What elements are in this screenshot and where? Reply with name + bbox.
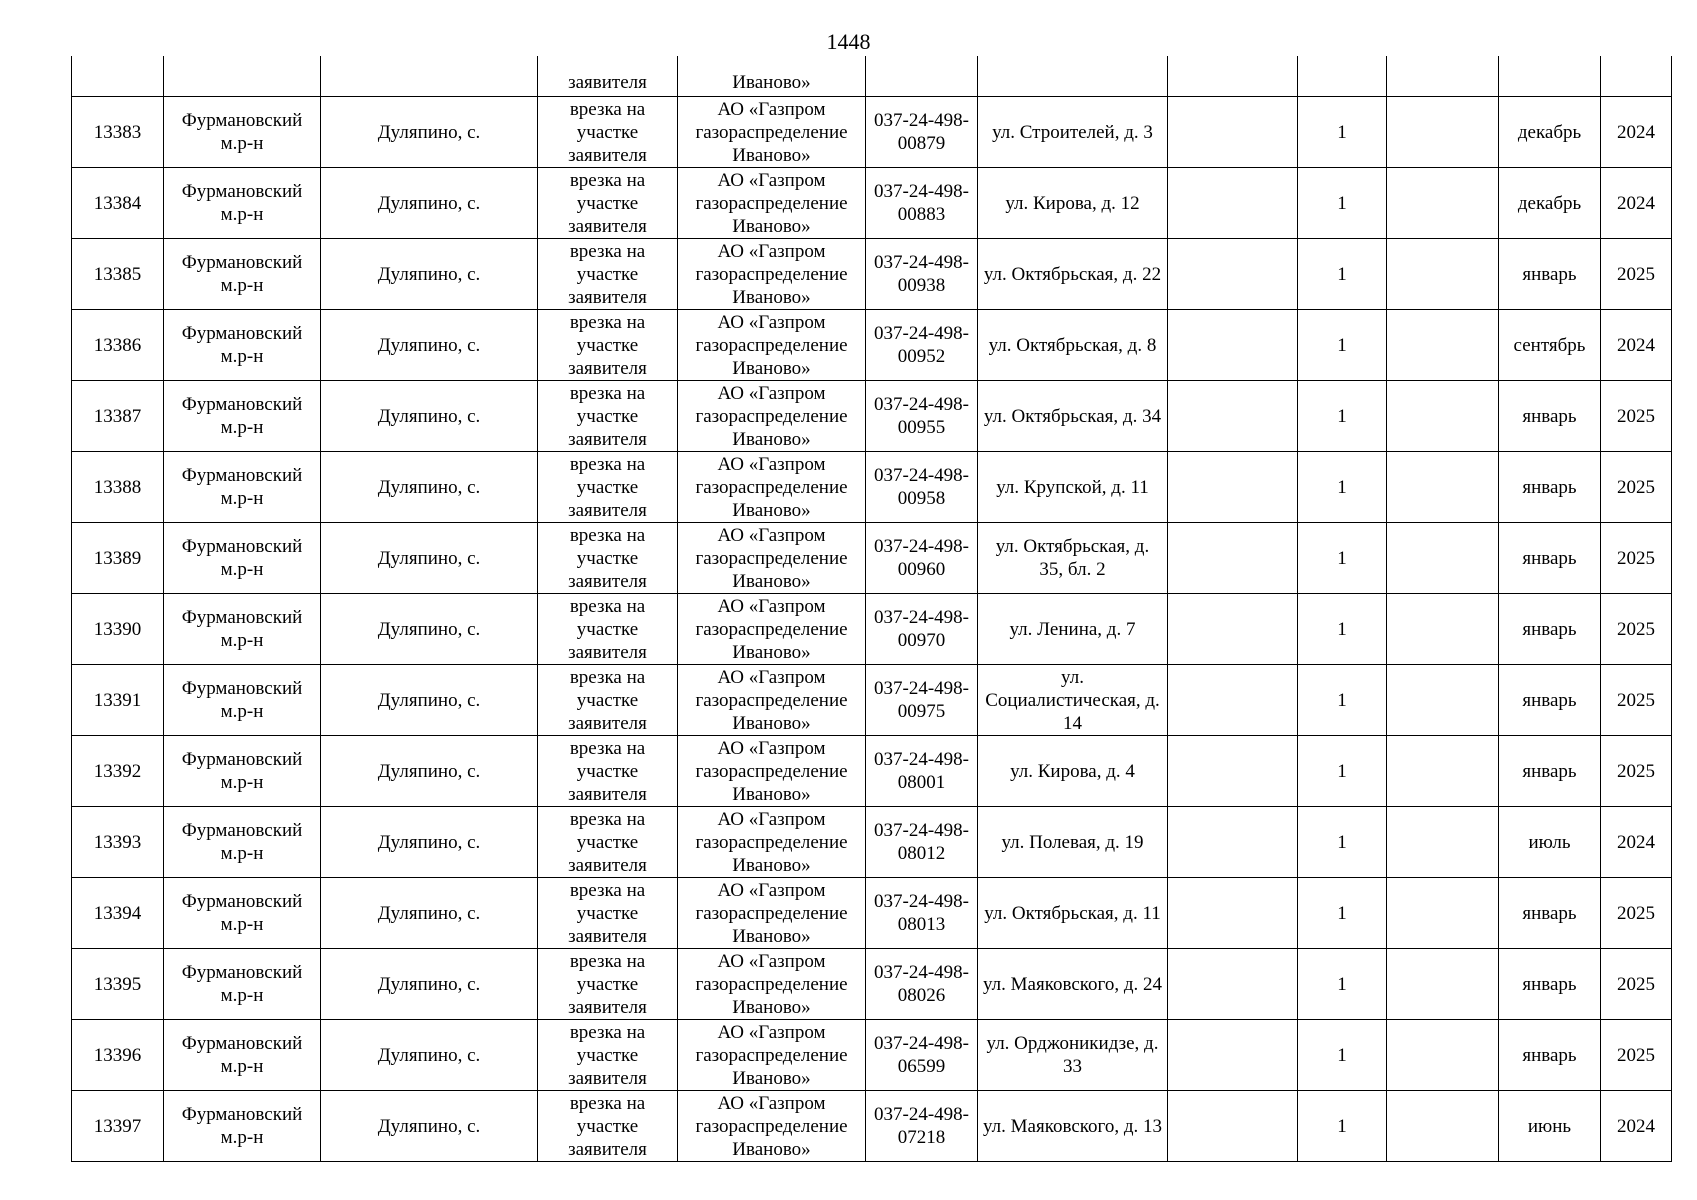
cell-num: 13388: [72, 452, 164, 523]
cell-empty-1: [1168, 168, 1298, 239]
cell-year: 2025: [1601, 949, 1672, 1020]
cell-code: 037-24-498-00879: [866, 97, 978, 168]
cell-month: январь: [1499, 878, 1601, 949]
table-row: [72, 594, 1672, 665]
cell-qty: 1: [1298, 1091, 1387, 1162]
cell-address: ул. Октябрьская, д. 11: [978, 878, 1168, 949]
cell-type: врезка на участке заявителя: [538, 168, 678, 239]
cell-address: ул. Ленина, д. 7: [978, 594, 1168, 665]
cell-org: АО «Газпром газораспределение Иваново»: [678, 1091, 866, 1162]
cell-year: 2025: [1601, 736, 1672, 807]
cell-district: Фурмановский м.р-н: [164, 168, 321, 239]
cell-empty-2: [1387, 452, 1499, 523]
cell-num: 13383: [72, 97, 164, 168]
cell-code: 037-24-498-07218: [866, 1091, 978, 1162]
cell-empty-2: [1387, 1020, 1499, 1091]
cell-num: 13386: [72, 310, 164, 381]
cell-type: врезка на участке заявителя: [538, 736, 678, 807]
cell-org: АО «Газпром газораспределение Иваново»: [678, 239, 866, 310]
cell-empty-1: [1168, 56, 1298, 97]
cell-year: 2025: [1601, 878, 1672, 949]
table-row: [72, 381, 1672, 452]
cell-org: АО «Газпром газораспределение Иваново»: [678, 523, 866, 594]
cell-empty-1: [1168, 594, 1298, 665]
cell-empty-2: [1387, 736, 1499, 807]
cell-address: ул. Кирова, д. 12: [978, 168, 1168, 239]
cell-empty-1: [1168, 310, 1298, 381]
continuation-row: [72, 56, 1672, 97]
cell-num: 13390: [72, 594, 164, 665]
cell-district: Фурмановский м.р-н: [164, 878, 321, 949]
cell-type: врезка на участке заявителя: [538, 1020, 678, 1091]
cell-year: 2024: [1601, 1091, 1672, 1162]
cell-empty-1: [1168, 97, 1298, 168]
cell-num: 13392: [72, 736, 164, 807]
cell-org: АО «Газпром газораспределение Иваново»: [678, 949, 866, 1020]
table-row: [72, 878, 1672, 949]
table-row: [72, 807, 1672, 878]
cell-district: Фурмановский м.р-н: [164, 665, 321, 736]
cell-district: Фурмановский м.р-н: [164, 1020, 321, 1091]
cell-org: АО «Газпром газораспределение Иваново»: [678, 452, 866, 523]
cell-type: врезка на участке заявителя: [538, 594, 678, 665]
cell-district: Фурмановский м.р-н: [164, 239, 321, 310]
cell-code: 037-24-498-08013: [866, 878, 978, 949]
cell-empty-1: [1168, 665, 1298, 736]
table-row: [72, 452, 1672, 523]
cell-empty-1: [1168, 239, 1298, 310]
cell-type: врезка на участке заявителя: [538, 239, 678, 310]
cell-empty-2: [1387, 878, 1499, 949]
cell-address: [978, 56, 1168, 97]
cell-num: 13385: [72, 239, 164, 310]
cell-org: АО «Газпром газораспределение Иваново»: [678, 168, 866, 239]
cell-address: ул. Октябрьская, д. 35, бл. 2: [978, 523, 1168, 594]
cell-district: [164, 56, 321, 97]
cell-empty-2: [1387, 665, 1499, 736]
cell-address: ул. Маяковского, д. 13: [978, 1091, 1168, 1162]
cell-month: декабрь: [1499, 97, 1601, 168]
cell-address: ул. Полевая, д. 19: [978, 807, 1168, 878]
cell-address: ул. Октябрьская, д. 8: [978, 310, 1168, 381]
cell-org: АО «Газпром газораспределение Иваново»: [678, 665, 866, 736]
cell-month: январь: [1499, 736, 1601, 807]
cell-settlement: Дуляпино, с.: [321, 1091, 538, 1162]
cell-empty-1: [1168, 381, 1298, 452]
cell-month: январь: [1499, 452, 1601, 523]
cell-settlement: Дуляпино, с.: [321, 168, 538, 239]
cell-settlement: Дуляпино, с.: [321, 949, 538, 1020]
cell-year: 2024: [1601, 168, 1672, 239]
cell-address: ул. Строителей, д. 3: [978, 97, 1168, 168]
cell-type: врезка на участке заявителя: [538, 452, 678, 523]
cell-code: 037-24-498-00955: [866, 381, 978, 452]
cell-org: АО «Газпром газораспределение Иваново»: [678, 97, 866, 168]
cell-empty-1: [1168, 452, 1298, 523]
cell-empty-1: [1168, 1020, 1298, 1091]
cell-type: заявителя: [538, 56, 678, 97]
cell-type: врезка на участке заявителя: [538, 97, 678, 168]
cell-month: декабрь: [1499, 168, 1601, 239]
cell-district: Фурмановский м.р-н: [164, 594, 321, 665]
cell-qty: 1: [1298, 878, 1387, 949]
cell-empty-2: [1387, 949, 1499, 1020]
cell-num: 13387: [72, 381, 164, 452]
cell-month: январь: [1499, 665, 1601, 736]
cell-code: 037-24-498-00970: [866, 594, 978, 665]
cell-settlement: Дуляпино, с.: [321, 523, 538, 594]
cell-type: врезка на участке заявителя: [538, 381, 678, 452]
cell-qty: [1298, 56, 1387, 97]
cell-type: врезка на участке заявителя: [538, 949, 678, 1020]
cell-address: ул. Октябрьская, д. 22: [978, 239, 1168, 310]
cell-month: июнь: [1499, 1091, 1601, 1162]
cell-empty-2: [1387, 381, 1499, 452]
cell-code: 037-24-498-08001: [866, 736, 978, 807]
cell-month: июль: [1499, 807, 1601, 878]
cell-settlement: Дуляпино, с.: [321, 97, 538, 168]
table-row: [72, 239, 1672, 310]
cell-num: 13396: [72, 1020, 164, 1091]
cell-empty-2: [1387, 807, 1499, 878]
cell-empty-2: [1387, 594, 1499, 665]
cell-qty: 1: [1298, 807, 1387, 878]
cell-settlement: Дуляпино, с.: [321, 594, 538, 665]
cell-qty: 1: [1298, 523, 1387, 594]
cell-empty-1: [1168, 878, 1298, 949]
cell-district: Фурмановский м.р-н: [164, 97, 321, 168]
cell-code: 037-24-498-00883: [866, 168, 978, 239]
table-row: [72, 949, 1672, 1020]
cell-num: 13389: [72, 523, 164, 594]
cell-qty: 1: [1298, 594, 1387, 665]
cell-org: АО «Газпром газораспределение Иваново»: [678, 878, 866, 949]
cell-year: 2024: [1601, 97, 1672, 168]
cell-org: АО «Газпром газораспределение Иваново»: [678, 594, 866, 665]
cell-num: [72, 56, 164, 97]
cell-year: [1601, 56, 1672, 97]
cell-code: 037-24-498-08026: [866, 949, 978, 1020]
cell-district: Фурмановский м.р-н: [164, 310, 321, 381]
cell-num: 13397: [72, 1091, 164, 1162]
cell-num: 13384: [72, 168, 164, 239]
cell-empty-2: [1387, 1091, 1499, 1162]
table-row: [72, 168, 1672, 239]
cell-settlement: Дуляпино, с.: [321, 665, 538, 736]
table-row: [72, 1020, 1672, 1091]
cell-year: 2025: [1601, 381, 1672, 452]
cell-empty-2: [1387, 56, 1499, 97]
cell-num: 13395: [72, 949, 164, 1020]
cell-org: Иваново»: [678, 56, 866, 97]
cell-settlement: Дуляпино, с.: [321, 878, 538, 949]
cell-year: 2025: [1601, 523, 1672, 594]
cell-type: врезка на участке заявителя: [538, 878, 678, 949]
table-body: [72, 56, 1672, 1162]
cell-district: Фурмановский м.р-н: [164, 523, 321, 594]
cell-year: 2025: [1601, 452, 1672, 523]
cell-empty-1: [1168, 736, 1298, 807]
cell-settlement: Дуляпино, с.: [321, 239, 538, 310]
cell-year: 2025: [1601, 594, 1672, 665]
cell-num: 13393: [72, 807, 164, 878]
cell-address: ул. Кирова, д. 4: [978, 736, 1168, 807]
cell-qty: 1: [1298, 381, 1387, 452]
cell-empty-2: [1387, 239, 1499, 310]
cell-qty: 1: [1298, 168, 1387, 239]
cell-empty-1: [1168, 523, 1298, 594]
cell-org: АО «Газпром газораспределение Иваново»: [678, 807, 866, 878]
cell-settlement: Дуляпино, с.: [321, 1020, 538, 1091]
cell-district: Фурмановский м.р-н: [164, 452, 321, 523]
cell-code: 037-24-498-00938: [866, 239, 978, 310]
cell-month: сентябрь: [1499, 310, 1601, 381]
cell-empty-1: [1168, 1091, 1298, 1162]
cell-district: Фурмановский м.р-н: [164, 949, 321, 1020]
cell-district: Фурмановский м.р-н: [164, 1091, 321, 1162]
cell-district: Фурмановский м.р-н: [164, 736, 321, 807]
cell-org: АО «Газпром газораспределение Иваново»: [678, 310, 866, 381]
cell-year: 2024: [1601, 807, 1672, 878]
table-row: [72, 665, 1672, 736]
cell-qty: 1: [1298, 239, 1387, 310]
table-row: [72, 736, 1672, 807]
cell-qty: 1: [1298, 97, 1387, 168]
cell-code: 037-24-498-00952: [866, 310, 978, 381]
cell-type: врезка на участке заявителя: [538, 1091, 678, 1162]
cell-empty-2: [1387, 310, 1499, 381]
cell-settlement: [321, 56, 538, 97]
cell-empty-1: [1168, 949, 1298, 1020]
cell-org: АО «Газпром газораспределение Иваново»: [678, 381, 866, 452]
table-row: [72, 310, 1672, 381]
cell-num: 13391: [72, 665, 164, 736]
cell-num: 13394: [72, 878, 164, 949]
cell-empty-1: [1168, 807, 1298, 878]
cell-month: январь: [1499, 1020, 1601, 1091]
cell-type: врезка на участке заявителя: [538, 807, 678, 878]
cell-qty: 1: [1298, 1020, 1387, 1091]
cell-year: 2025: [1601, 239, 1672, 310]
register-table: [71, 56, 1672, 1162]
cell-address: ул. Крупской, д. 11: [978, 452, 1168, 523]
cell-qty: 1: [1298, 736, 1387, 807]
table-row: [72, 1091, 1672, 1162]
cell-type: врезка на участке заявителя: [538, 665, 678, 736]
cell-empty-2: [1387, 168, 1499, 239]
cell-empty-2: [1387, 97, 1499, 168]
cell-address: ул. Октябрьская, д. 34: [978, 381, 1168, 452]
cell-type: врезка на участке заявителя: [538, 310, 678, 381]
cell-month: январь: [1499, 381, 1601, 452]
cell-settlement: Дуляпино, с.: [321, 736, 538, 807]
cell-month: январь: [1499, 523, 1601, 594]
cell-year: 2024: [1601, 310, 1672, 381]
cell-qty: 1: [1298, 452, 1387, 523]
cell-empty-2: [1387, 523, 1499, 594]
cell-year: 2025: [1601, 665, 1672, 736]
cell-address: ул. Социалистическая, д. 14: [978, 665, 1168, 736]
cell-month: январь: [1499, 239, 1601, 310]
cell-settlement: Дуляпино, с.: [321, 381, 538, 452]
cell-year: 2025: [1601, 1020, 1672, 1091]
cell-month: [1499, 56, 1601, 97]
cell-code: 037-24-498-06599: [866, 1020, 978, 1091]
cell-settlement: Дуляпино, с.: [321, 310, 538, 381]
cell-code: 037-24-498-00960: [866, 523, 978, 594]
cell-district: Фурмановский м.р-н: [164, 381, 321, 452]
cell-address: ул. Маяковского, д. 24: [978, 949, 1168, 1020]
cell-address: ул. Орджоникидзе, д. 33: [978, 1020, 1168, 1091]
cell-code: 037-24-498-00975: [866, 665, 978, 736]
cell-org: АО «Газпром газораспределение Иваново»: [678, 736, 866, 807]
page-number: 1448: [826, 29, 871, 54]
cell-qty: 1: [1298, 310, 1387, 381]
cell-code: [866, 56, 978, 97]
cell-month: январь: [1499, 949, 1601, 1020]
cell-qty: 1: [1298, 665, 1387, 736]
cell-qty: 1: [1298, 949, 1387, 1020]
cell-code: 037-24-498-08012: [866, 807, 978, 878]
table-row: [72, 523, 1672, 594]
cell-settlement: Дуляпино, с.: [321, 452, 538, 523]
cell-settlement: Дуляпино, с.: [321, 807, 538, 878]
table-row: [72, 97, 1672, 168]
cell-district: Фурмановский м.р-н: [164, 807, 321, 878]
cell-org: АО «Газпром газораспределение Иваново»: [678, 1020, 866, 1091]
cell-code: 037-24-498-00958: [866, 452, 978, 523]
cell-type: врезка на участке заявителя: [538, 523, 678, 594]
cell-month: январь: [1499, 594, 1601, 665]
